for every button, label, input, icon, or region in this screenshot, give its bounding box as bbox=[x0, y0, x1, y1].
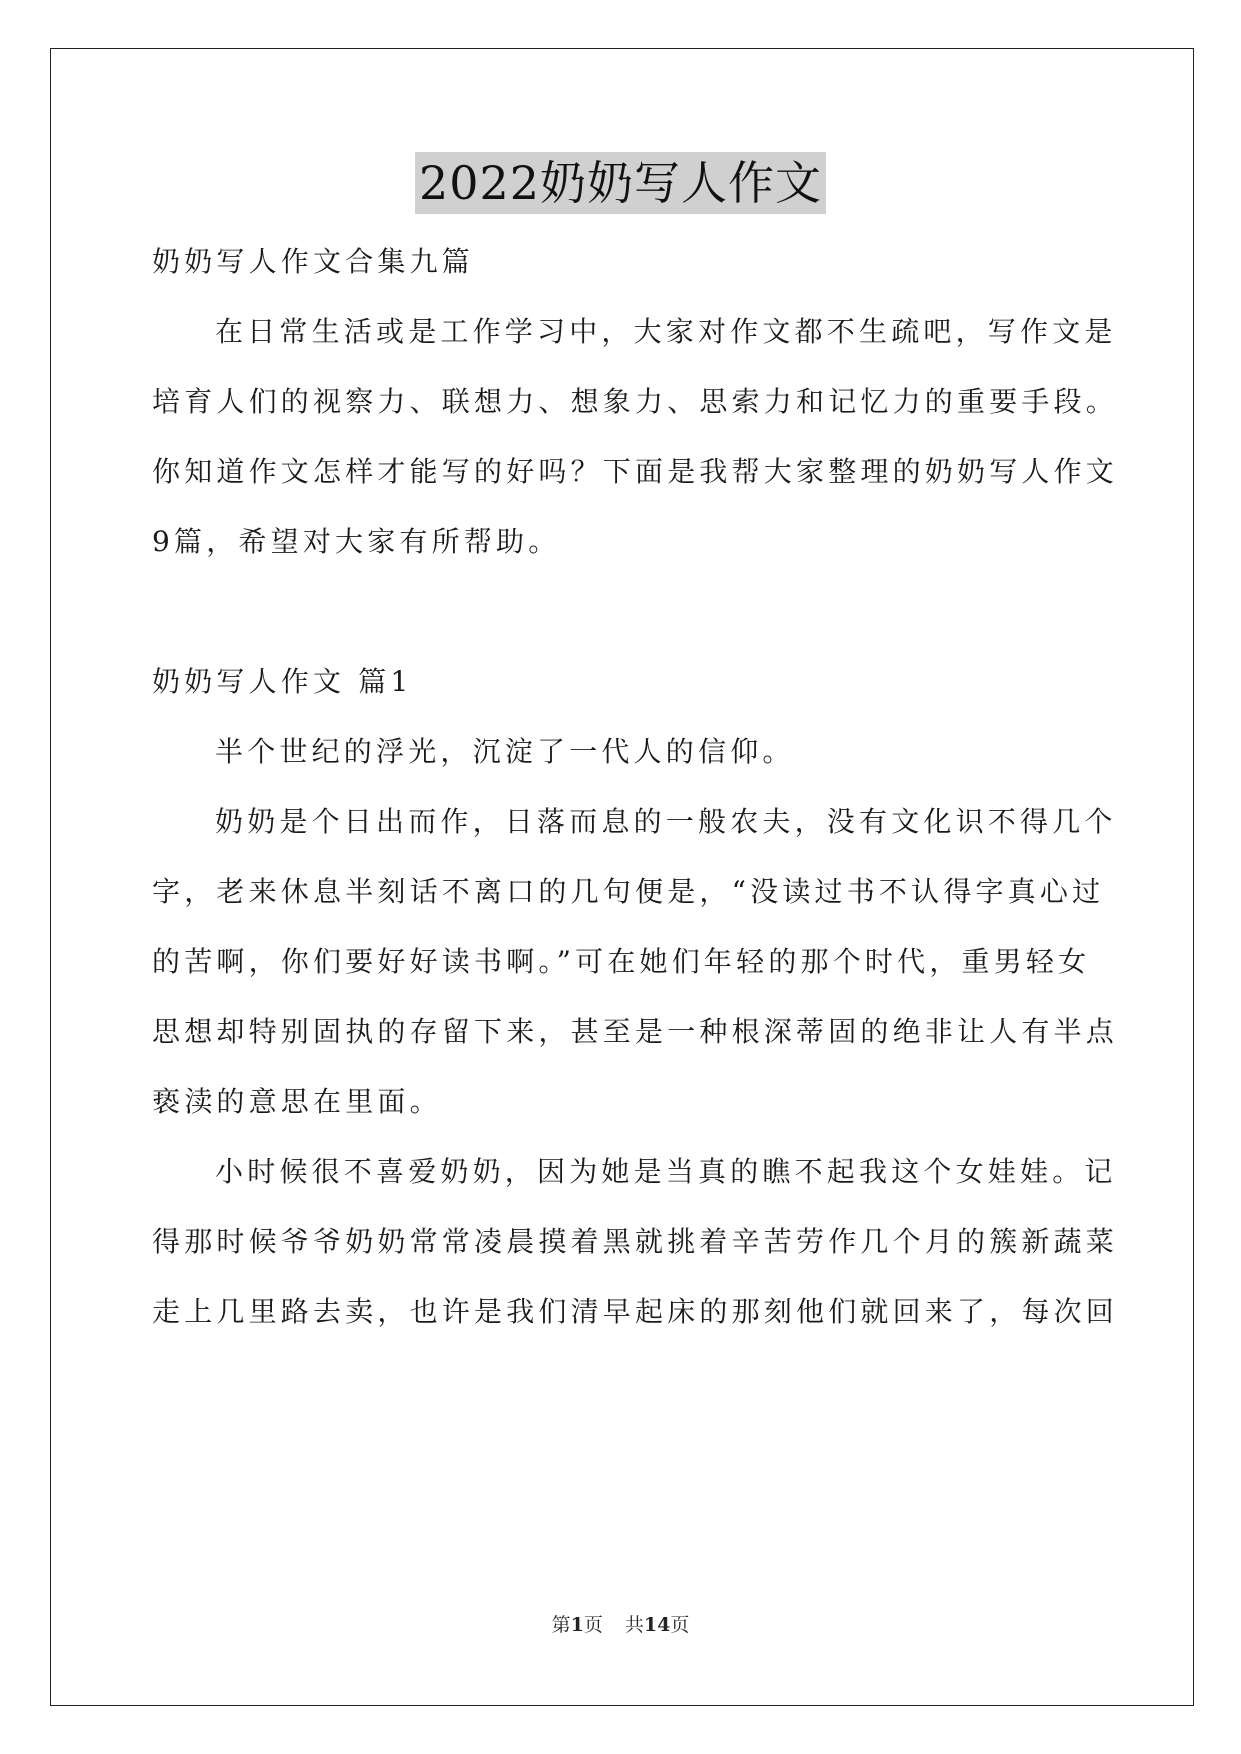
paragraph-line: 走上几里路去卖，也许是我们清早起床的那刻他们就回来了，每次回 bbox=[152, 1295, 1119, 1328]
subtitle-line: 奶奶写人作文合集九篇 bbox=[152, 245, 475, 278]
paragraph-line: 培育人们的视察力、联想力、想象力、思索力和记忆力的重要手段。 bbox=[152, 385, 1119, 418]
paragraph-line: 奶奶是个日出而作，日落而息的一般农夫，没有文化识不得几个 bbox=[215, 805, 1117, 838]
paragraph-line: 小时候很不喜爱奶奶，因为她是当真的瞧不起我这个女娃娃。记 bbox=[215, 1155, 1117, 1188]
page-footer bbox=[0, 1612, 1241, 1638]
paragraph-line: 9篇，希望对大家有所帮助。 bbox=[152, 525, 561, 558]
paragraph-line: 得那时候爷爷奶奶常常凌晨摸着黑就挑着辛苦劳作几个月的簇新蔬菜 bbox=[152, 1225, 1119, 1258]
footer-page-prefix: 第 bbox=[551, 1614, 571, 1636]
footer-total-pages: 14 bbox=[643, 1614, 671, 1636]
paragraph-line: 你知道作文怎样才能写的好吗？下面是我帮大家整理的奶奶写人作文 bbox=[152, 455, 1119, 488]
footer-total-prefix: 共 bbox=[624, 1614, 644, 1636]
paragraph-line: 亵渎的意思在里面。 bbox=[152, 1085, 442, 1118]
section-heading: 奶奶写人作文 篇1 bbox=[152, 665, 413, 698]
paragraph-line: 半个世纪的浮光，沉淀了一代人的信仰。 bbox=[215, 735, 795, 768]
paragraph-line: 的苦啊，你们要好好读书啊。”可在她们年轻的那个时代，重男轻女 bbox=[152, 945, 1091, 978]
document-title: 2022奶奶写人作文 bbox=[415, 152, 826, 214]
paragraph-line: 思想却特别固执的存留下来，甚至是一种根深蒂固的绝非让人有半点 bbox=[152, 1015, 1119, 1048]
paragraph-line: 字，老来休息半刻话不离口的几句便是，“没读过书不认得字真心过 bbox=[152, 875, 1105, 908]
footer-total-suffix: 页 bbox=[670, 1614, 690, 1636]
title-container bbox=[0, 152, 1241, 214]
footer-page-suffix: 页 bbox=[583, 1614, 603, 1636]
paragraph-line: 在日常生活或是工作学习中，大家对作文都不生疏吧，写作文是 bbox=[215, 315, 1117, 348]
footer-page-number: 1 bbox=[570, 1614, 584, 1636]
